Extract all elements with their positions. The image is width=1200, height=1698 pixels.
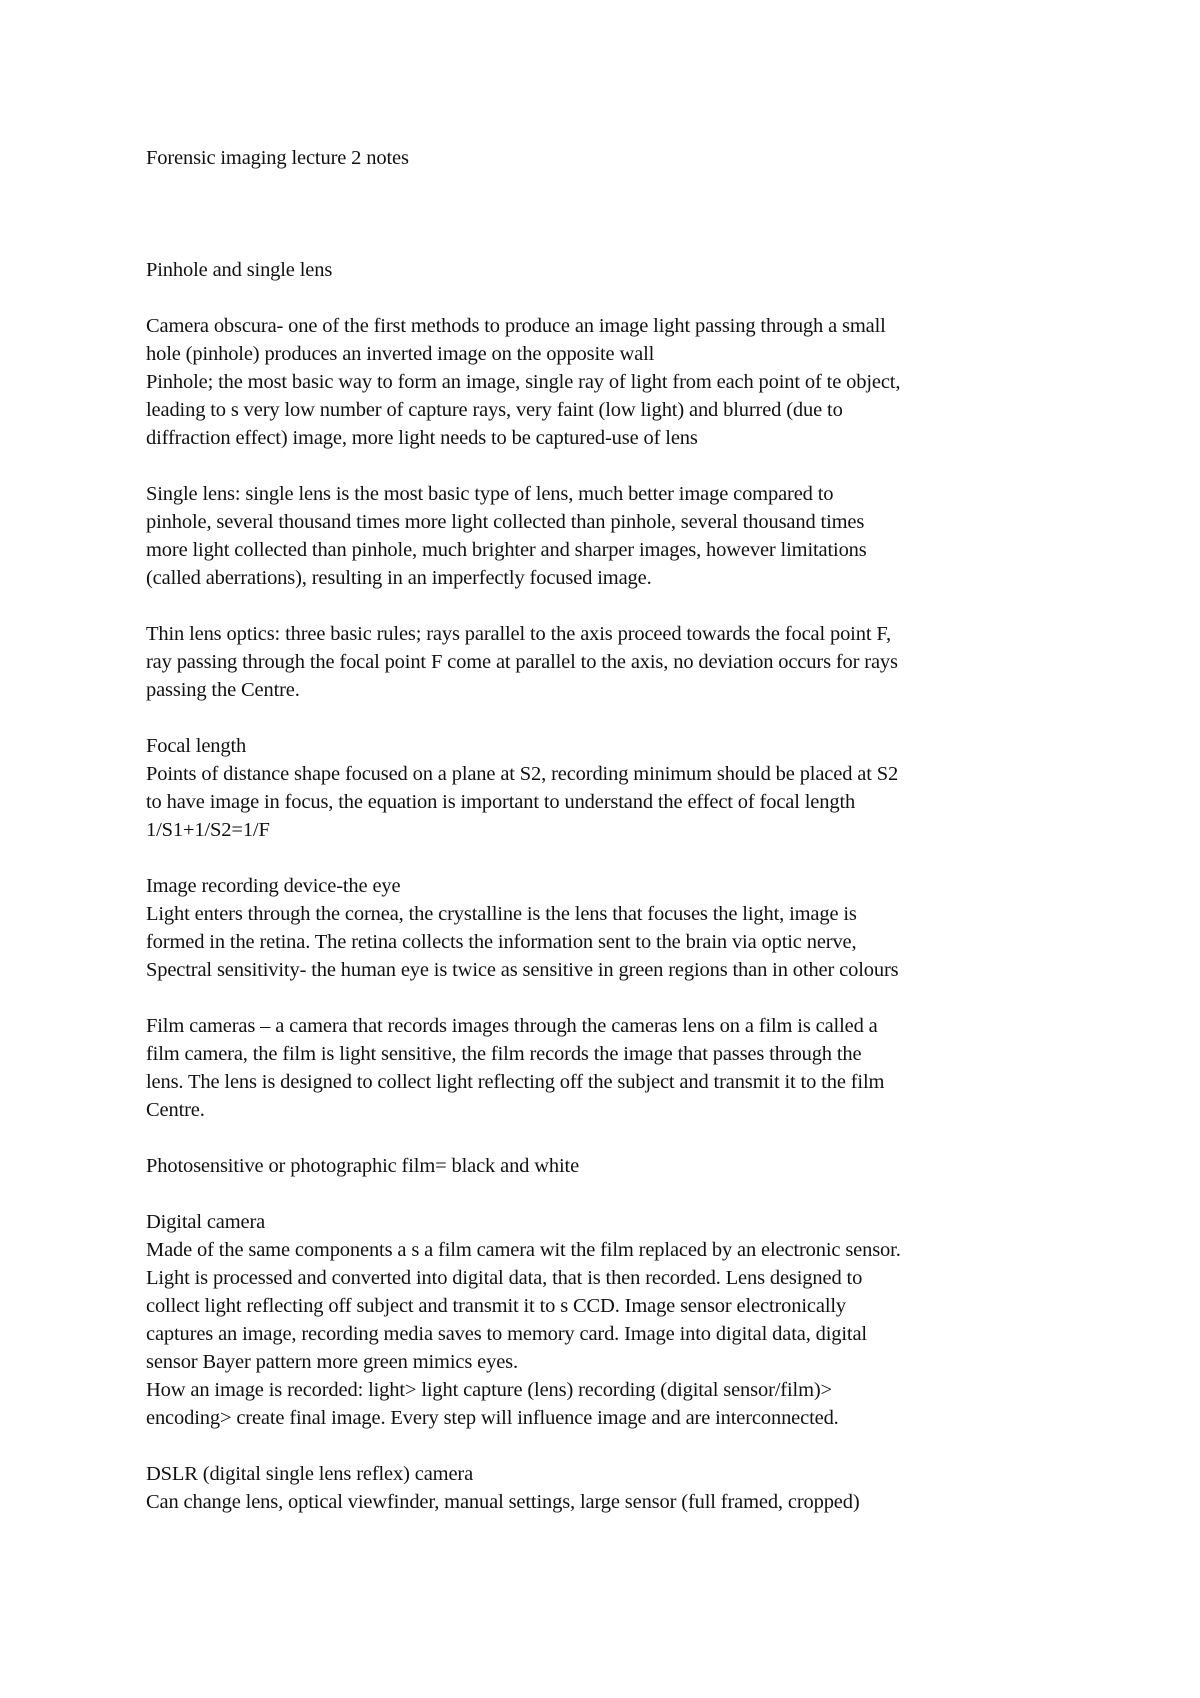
text-line: Thin lens optics: three basic rules; rays parallel to the axis proceed towards the focal point F, xyxy=(146,623,891,645)
text-line: Spectral sensitivity- the human eye is twice as sensitive in green regions than in other colours xyxy=(146,959,899,981)
text-line: lens. The lens is designed to collect light reflecting off the subject and transmit it to the film xyxy=(146,1071,885,1093)
paragraph-photosensitive xyxy=(146,1152,1146,1180)
blank-line xyxy=(146,1432,1146,1460)
blank-line xyxy=(146,452,1146,480)
text-line: Photosensitive or photographic film= black and white xyxy=(146,1155,580,1177)
paragraph-camera-obscura xyxy=(146,312,1146,452)
text-line: Light is processed and converted into digital data, that is then recorded. Lens designed to xyxy=(146,1267,863,1289)
blank-line xyxy=(146,228,1146,256)
paragraph-film-cameras xyxy=(146,1012,1146,1124)
section-heading-digital-camera: Digital camera xyxy=(146,1211,266,1233)
blank-line xyxy=(146,984,1146,1012)
paragraph-digital-camera xyxy=(146,1208,1146,1432)
text-line: Light enters through the cornea, the crystalline is the lens that focuses the light, image is xyxy=(146,903,857,925)
text-line: collect light reflecting off subject and transmit it to s CCD. Image sensor electronically xyxy=(146,1295,847,1317)
section-heading-focal-length: Focal length xyxy=(146,735,247,757)
blank-line xyxy=(146,1180,1146,1208)
text-line: Points of distance shape focused on a plane at S2, recording minimum should be placed at S2 xyxy=(146,763,899,785)
paragraph-single-lens xyxy=(146,480,1146,592)
text-line: ray passing through the focal point F come at parallel to the axis, no deviation occurs for rays xyxy=(146,651,898,673)
blank-line xyxy=(146,592,1146,620)
equation-line: 1/S1+1/S2=1/F xyxy=(146,819,270,841)
text-line: Made of the same components a s a film camera wit the film replaced by an electronic sensor. xyxy=(146,1239,901,1261)
blank-line xyxy=(146,284,1146,312)
paragraph-dslr xyxy=(146,1460,1146,1516)
text-line: to have image in focus, the equation is important to understand the effect of focal length xyxy=(146,791,856,813)
text-line: diffraction effect) image, more light needs to be captured-use of lens xyxy=(146,427,698,449)
blank-line xyxy=(146,704,1146,732)
text-line: passing the Centre. xyxy=(146,679,300,701)
text-line: formed in the retina. The retina collects the information sent to the brain via optic nerve, xyxy=(146,931,857,953)
text-line: How an image is recorded: light> light capture (lens) recording (digital sensor/film)> xyxy=(146,1379,832,1401)
blank-line xyxy=(146,844,1146,872)
document-body xyxy=(146,144,1146,1516)
text-line: leading to s very low number of capture rays, very faint (low light) and blurred (due to xyxy=(146,399,843,421)
text-line: hole (pinhole) produces an inverted image on the opposite wall xyxy=(146,343,655,365)
section-heading-pinhole: Pinhole and single lens xyxy=(146,259,333,281)
text-line: pinhole, several thousand times more light collected than pinhole, several thousand times xyxy=(146,511,865,533)
blank-line xyxy=(146,200,1146,228)
text-line: Camera obscura- one of the first methods to produce an image light passing through a small xyxy=(146,315,886,337)
paragraph-thin-lens xyxy=(146,620,1146,704)
text-line: Centre. xyxy=(146,1099,205,1121)
paragraph-focal-length xyxy=(146,732,1146,844)
section-heading-dslr: DSLR (digital single lens reflex) camera xyxy=(146,1463,474,1485)
text-line: film camera, the film is light sensitive, the film records the image that passes through the xyxy=(146,1043,862,1065)
blank-line xyxy=(146,1124,1146,1152)
paragraph-eye xyxy=(146,872,1146,984)
text-line: Pinhole; the most basic way to form an image, single ray of light from each point of te object, xyxy=(146,371,901,393)
text-line: encoding> create final image. Every step will influence image and are interconnected. xyxy=(146,1407,839,1429)
blank-line xyxy=(146,172,1146,200)
text-line: (called aberrations), resulting in an imperfectly focused image. xyxy=(146,567,652,589)
text-line: Can change lens, optical viewfinder, manual settings, large sensor (full framed, cropped) xyxy=(146,1491,860,1513)
text-line: captures an image, recording media saves to memory card. Image into digital data, digital xyxy=(146,1323,867,1345)
section-heading-eye: Image recording device-the eye xyxy=(146,875,401,897)
document-title: Forensic imaging lecture 2 notes xyxy=(146,147,409,169)
text-line: sensor Bayer pattern more green mimics eyes. xyxy=(146,1351,518,1373)
text-line: Film cameras – a camera that records images through the cameras lens on a film is called a xyxy=(146,1015,878,1037)
text-line: more light collected than pinhole, much brighter and sharper images, however limitations xyxy=(146,539,867,561)
text-line: Single lens: single lens is the most basic type of lens, much better image compared to xyxy=(146,483,834,505)
